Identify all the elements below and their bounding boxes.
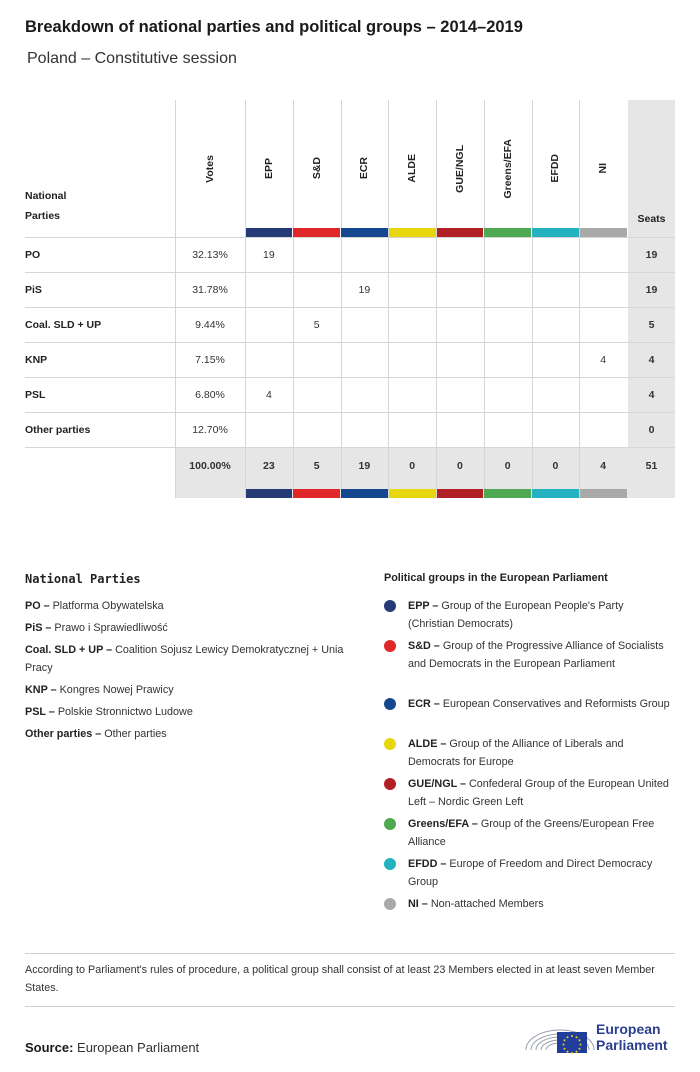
group-color-dot-icon: [384, 858, 396, 870]
header-line: Parties: [25, 210, 61, 222]
group-total-cell: 0: [504, 460, 511, 472]
group-total-cell: 4: [600, 460, 607, 472]
row-divider: [25, 342, 675, 343]
group-description: [408, 597, 670, 633]
group-color-dot-icon: [384, 698, 396, 710]
group-color-dot-icon: [384, 818, 396, 830]
group-description: [408, 735, 670, 771]
group-description: [408, 637, 670, 673]
row-divider: [25, 307, 675, 308]
party-label: KNP: [25, 353, 48, 366]
votes-cell: 32.13%: [192, 248, 228, 261]
group-color-bar: [580, 228, 627, 237]
group-description: [408, 775, 670, 811]
group-color-bar: [484, 489, 531, 498]
national-party-legend-item: [25, 619, 355, 637]
group-color-bar: [437, 228, 484, 237]
group-description: [408, 815, 670, 851]
group-description: [408, 695, 670, 713]
group-color-dot-icon: [384, 600, 396, 612]
divider: [25, 953, 675, 954]
group-header-sd: [293, 100, 341, 237]
group-color-bar: [532, 228, 579, 237]
group-full-name: Group of the Progressive Alliance of Socialists and Democrats in the European Parliament: [408, 640, 664, 670]
national-party-legend-item: [25, 725, 355, 743]
group-color-bar: [293, 228, 340, 237]
group-header-label: GUE/NGL: [453, 144, 466, 193]
row-divider: [25, 412, 675, 413]
group-abbreviation: S&D –: [408, 640, 443, 652]
group-color-bar: [246, 489, 293, 498]
group-abbreviation: GUE/NGL –: [408, 778, 469, 790]
group-color-dot-icon: [384, 898, 396, 910]
votes-cell: 12.70%: [192, 423, 228, 436]
page-subtitle: Poland – Constitutive session: [27, 50, 237, 67]
group-color-dot-icon: [384, 640, 396, 652]
logo-wordmark: [596, 1021, 668, 1053]
seats-total-cell: 0: [648, 423, 655, 436]
group-abbreviation: EPP –: [408, 600, 442, 612]
group-color-bar: [484, 228, 531, 237]
seats-total-cell: 4: [648, 353, 655, 366]
group-abbreviation: NI –: [408, 898, 431, 910]
source-label: Source:: [25, 1040, 74, 1055]
group-color-bar: [246, 228, 293, 237]
party-abbreviation: PSL –: [25, 706, 58, 718]
votes-cell: 7.15%: [195, 353, 225, 366]
party-full-name: Other parties: [104, 728, 167, 740]
seat-cell: 4: [600, 353, 607, 366]
group-abbreviation: Greens/EFA –: [408, 818, 481, 830]
group-color-bar: [341, 489, 388, 498]
seats-total-cell: 19: [645, 248, 658, 261]
row-divider: [25, 272, 675, 273]
party-label: PSL: [25, 388, 46, 401]
group-header-efdd: [532, 100, 580, 237]
group-header-label: ECR: [358, 157, 371, 180]
header-divider: [25, 237, 675, 238]
party-label: Other parties: [25, 423, 91, 436]
party-abbreviation: KNP –: [25, 684, 60, 696]
votes-cell: 31.78%: [192, 283, 228, 296]
party-abbreviation: Coal. SLD + UP –: [25, 644, 116, 656]
group-description: [408, 855, 670, 891]
group-color-bar: [389, 228, 436, 237]
group-abbreviation: ECR –: [408, 698, 443, 710]
group-description: [408, 895, 670, 913]
group-header-label: S&D: [310, 157, 323, 180]
votes-header-label: Votes: [204, 154, 216, 183]
party-abbreviation: PiS –: [25, 622, 55, 634]
seat-cell: 4: [265, 388, 272, 401]
source-line: [25, 1040, 199, 1055]
party-abbreviation: PO –: [25, 600, 53, 612]
group-color-bar: [341, 228, 388, 237]
group-header-label: NI: [597, 163, 610, 174]
seat-cell: 5: [313, 318, 320, 331]
group-abbreviation: ALDE –: [408, 738, 450, 750]
group-header-alde: [388, 100, 436, 237]
party-full-name: Polskie Stronnictwo Ludowe: [57, 706, 193, 718]
national-parties-heading: National Parties: [25, 572, 141, 586]
party-full-name: Coalition Sojusz Lewicy Demokratycznej + Unia Pracy: [25, 644, 344, 674]
national-party-legend-item: [25, 597, 355, 615]
national-party-legend-item: [25, 681, 355, 699]
group-header-label: ALDE: [406, 154, 419, 183]
votes-column-header: [175, 100, 245, 237]
results-table: [0, 0, 700, 520]
group-full-name: Europe of Freedom and Direct Democracy Group: [408, 858, 653, 888]
group-color-bar: [437, 489, 484, 498]
source-value: European Parliament: [77, 1040, 200, 1055]
national-party-legend-item: [25, 641, 355, 677]
national-party-legend-item: [25, 703, 355, 721]
logo-line-2: Parliament: [596, 1037, 668, 1053]
group-color-bar: [293, 489, 340, 498]
seats-total-cell: 19: [645, 283, 658, 296]
grand-total-cell: 51: [645, 460, 658, 472]
group-header-label: EPP: [262, 157, 275, 179]
group-full-name: Non-attached Members: [430, 898, 544, 910]
group-color-bar: [532, 489, 579, 498]
group-full-name: Group of the Greens/European Free Alliance: [408, 818, 655, 848]
national-parties-column-header: [25, 186, 115, 226]
row-divider: [25, 447, 675, 448]
party-full-name: Prawo i Sprawiedliwość: [54, 622, 168, 634]
group-color-dot-icon: [384, 778, 396, 790]
seat-cell: 19: [358, 283, 371, 296]
party-label: PO: [25, 248, 41, 261]
group-color-dot-icon: [384, 738, 396, 750]
group-full-name: Group of the Alliance of Liberals and Democrats for Europe: [408, 738, 624, 768]
logo-line-1: European: [596, 1021, 661, 1037]
group-color-bar: [580, 489, 627, 498]
group-header-ecr: [341, 100, 389, 237]
group-total-cell: 0: [409, 460, 416, 472]
group-total-cell: 0: [456, 460, 463, 472]
group-abbreviation: EFDD –: [408, 858, 450, 870]
votes-cell: 6.80%: [195, 388, 225, 401]
seats-total-cell: 5: [648, 318, 655, 331]
party-label: Coal. SLD + UP: [25, 318, 102, 331]
party-full-name: Kongres Nowej Prawicy: [59, 684, 174, 696]
group-header-guengl: [436, 100, 484, 237]
group-total-cell: 19: [358, 460, 371, 472]
seats-column-header: Seats: [637, 213, 666, 225]
group-total-cell: 0: [552, 460, 559, 472]
rules-note: According to Parliament's rules of procedure, a political group shall consist of at least 23 Members elected in at least seven Member States.: [25, 964, 655, 994]
group-header-greensefa: [484, 100, 532, 237]
party-label: PiS: [25, 283, 42, 296]
seats-total-cell: 4: [648, 388, 655, 401]
group-color-bar: [389, 489, 436, 498]
political-groups-heading: Political groups in the European Parliament: [384, 572, 608, 584]
group-header-label: EFDD: [549, 154, 562, 183]
row-divider: [25, 377, 675, 378]
seats-column-bg: [628, 100, 675, 498]
seat-cell: 19: [263, 248, 275, 261]
group-header-label: Greens/EFA: [501, 138, 514, 199]
group-full-name: Group of the European People's Party (Christian Democrats): [408, 600, 624, 630]
group-header-ni: [579, 100, 627, 237]
group-header-epp: [245, 100, 293, 237]
header-line: National: [25, 190, 67, 202]
party-abbreviation: Other parties –: [25, 728, 105, 740]
group-total-cell: 5: [313, 460, 320, 472]
group-total-cell: 23: [263, 460, 275, 472]
group-full-name: Confederal Group of the European United Left – Nordic Green Left: [408, 778, 669, 808]
page-title: Breakdown of national parties and political groups – 2014–2019: [25, 18, 523, 36]
party-full-name: Platforma Obywatelska: [52, 600, 164, 612]
divider: [25, 1006, 675, 1007]
votes-total-cell: 100.00%: [189, 460, 231, 472]
group-full-name: European Conservatives and Reformists Group: [442, 698, 670, 710]
votes-cell: 9.44%: [195, 318, 225, 331]
